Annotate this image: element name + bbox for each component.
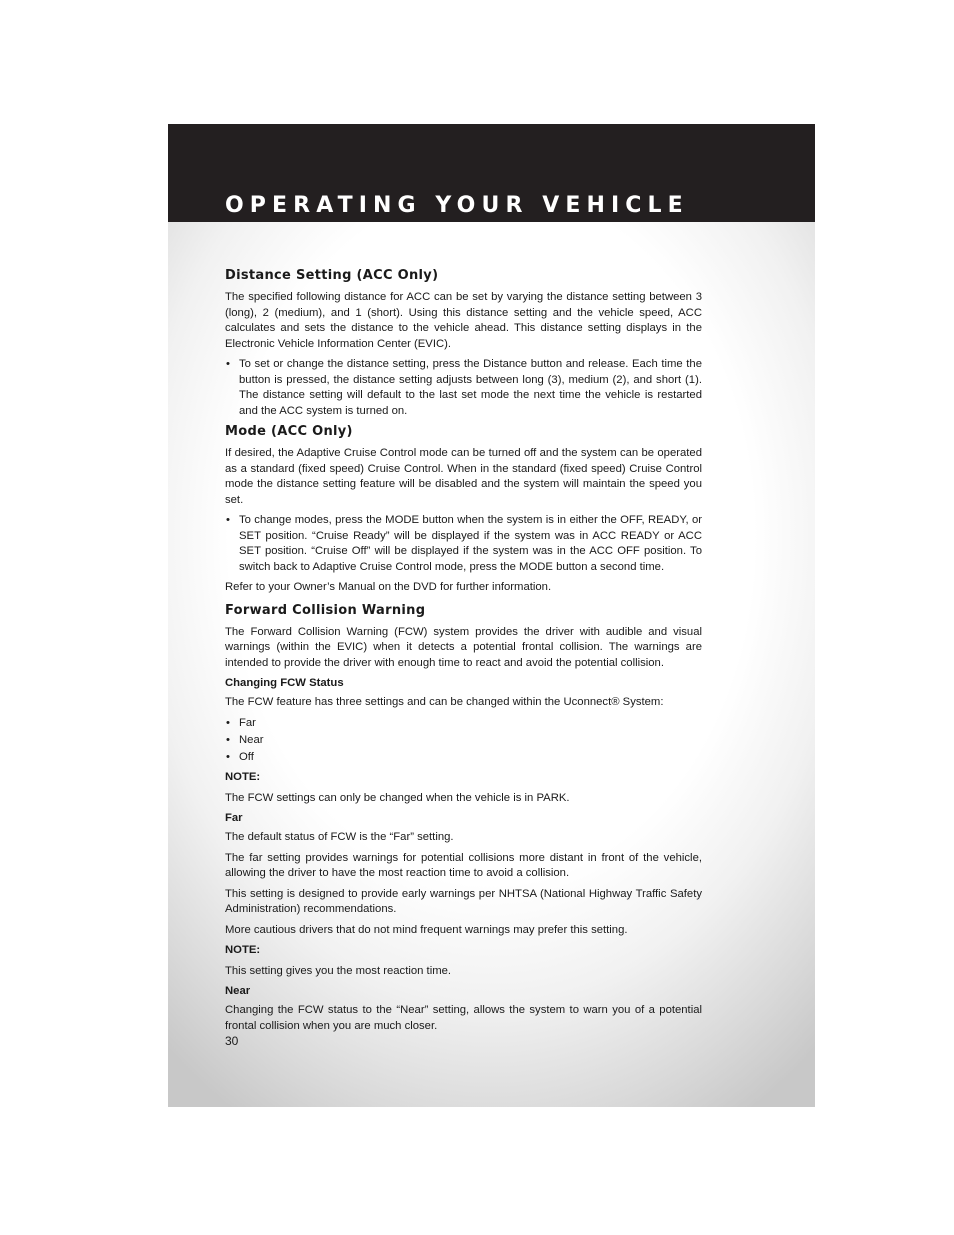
far-paragraph-2: The far setting provides warnings for potential collisions more distant in front of the vehicle, allowing the driver to have the most reaction time to avoid a collision. bbox=[225, 851, 702, 879]
distance-setting-paragraph: The specified following distance for ACC can be set by varying the distance setting between 3 (long), 2 (medium), and 1 (short). Using this distance setting and the vehicle speed, ACC calculates and sets the distance to the vehicle ahead. This distance setting displays in the Electronic Vehicle Information Center (EVIC). bbox=[225, 291, 702, 350]
fcw-option-near: • Near bbox=[225, 733, 702, 749]
near-subheading: Near bbox=[225, 985, 251, 997]
distance-setting-bullets bbox=[225, 357, 702, 419]
mode-bullets bbox=[225, 513, 702, 575]
note-label-2: NOTE: bbox=[225, 944, 261, 956]
near-paragraph: Changing the FCW status to the “Near” setting, allows the system to warn you of a potential frontal collision when you are much closer. bbox=[225, 1004, 702, 1032]
page-number: 30 bbox=[225, 1034, 239, 1048]
manual-page bbox=[168, 124, 815, 1107]
fcw-option-off: • Off bbox=[225, 750, 702, 766]
fcw-heading: Forward Collision Warning bbox=[225, 602, 426, 618]
changing-fcw-status-subheading: Changing FCW Status bbox=[225, 677, 344, 689]
far-paragraph-3: This setting is designed to provide early warnings per NHTSA (National Highway Traffic Safety Administration) recommendations. bbox=[225, 887, 702, 915]
mode-bullet: • To change modes, press the MODE button when the system is in either the OFF, READY, or SET position. “Cruise Ready” will be displayed if the system was in ACC READY or ACC SET position. “Cruise Off” will be displayed if the system was in the ACC OFF position. To switch back to Adaptive Cruise Control mode, press the MODE button a second time. bbox=[225, 513, 702, 575]
fcw-option-far: • Far bbox=[225, 716, 702, 732]
note-text-2: This setting gives you the most reaction time. bbox=[225, 964, 452, 977]
fcw-paragraph: The Forward Collision Warning (FCW) system provides the driver with audible and visual warnings (within the EVIC) when it detects a potential frontal collision. The warnings are intended to provide the driver with enough time to react and avoid the potential collision. bbox=[225, 625, 702, 669]
distance-setting-bullet: • To set or change the distance setting, press the Distance button and release. Each time the button is pressed, the distance setting adjusts between long (3), medium (2), and short (1). The distance setting will default to the last set mode the next time the vehicle is restarted and the ACC system is turned on. bbox=[225, 357, 702, 419]
mode-reference-paragraph: Refer to your Owner’s Manual on the DVD for further information. bbox=[225, 581, 552, 593]
far-paragraph-4: More cautious drivers that do not mind frequent warnings may prefer this setting. bbox=[225, 923, 628, 936]
mode-heading: Mode (ACC Only) bbox=[225, 424, 353, 439]
page-content bbox=[225, 268, 702, 1039]
fcw-settings-paragraph: The FCW feature has three settings and can be changed within the Uconnect® System: bbox=[225, 696, 664, 708]
far-paragraph-1: The default status of FCW is the “Far” setting. bbox=[225, 831, 454, 843]
section-header-bar bbox=[168, 124, 815, 222]
far-subheading: Far bbox=[225, 812, 243, 824]
note-text: The FCW settings can only be changed when the vehicle is in PARK. bbox=[225, 791, 570, 804]
fcw-options-list bbox=[225, 716, 702, 766]
mode-paragraph: If desired, the Adaptive Cruise Control mode can be turned off and the system can be operated as a standard (fixed speed) Cruise Control. When in the standard (fixed speed) Cruise Control mode the distance setting feature will be disabled and the system will maintain the speed you set. bbox=[225, 447, 702, 506]
note-label: NOTE: bbox=[225, 771, 261, 783]
section-title: OPERATING YOUR VEHICLE bbox=[225, 193, 689, 218]
distance-setting-heading: Distance Setting (ACC Only) bbox=[225, 268, 439, 283]
